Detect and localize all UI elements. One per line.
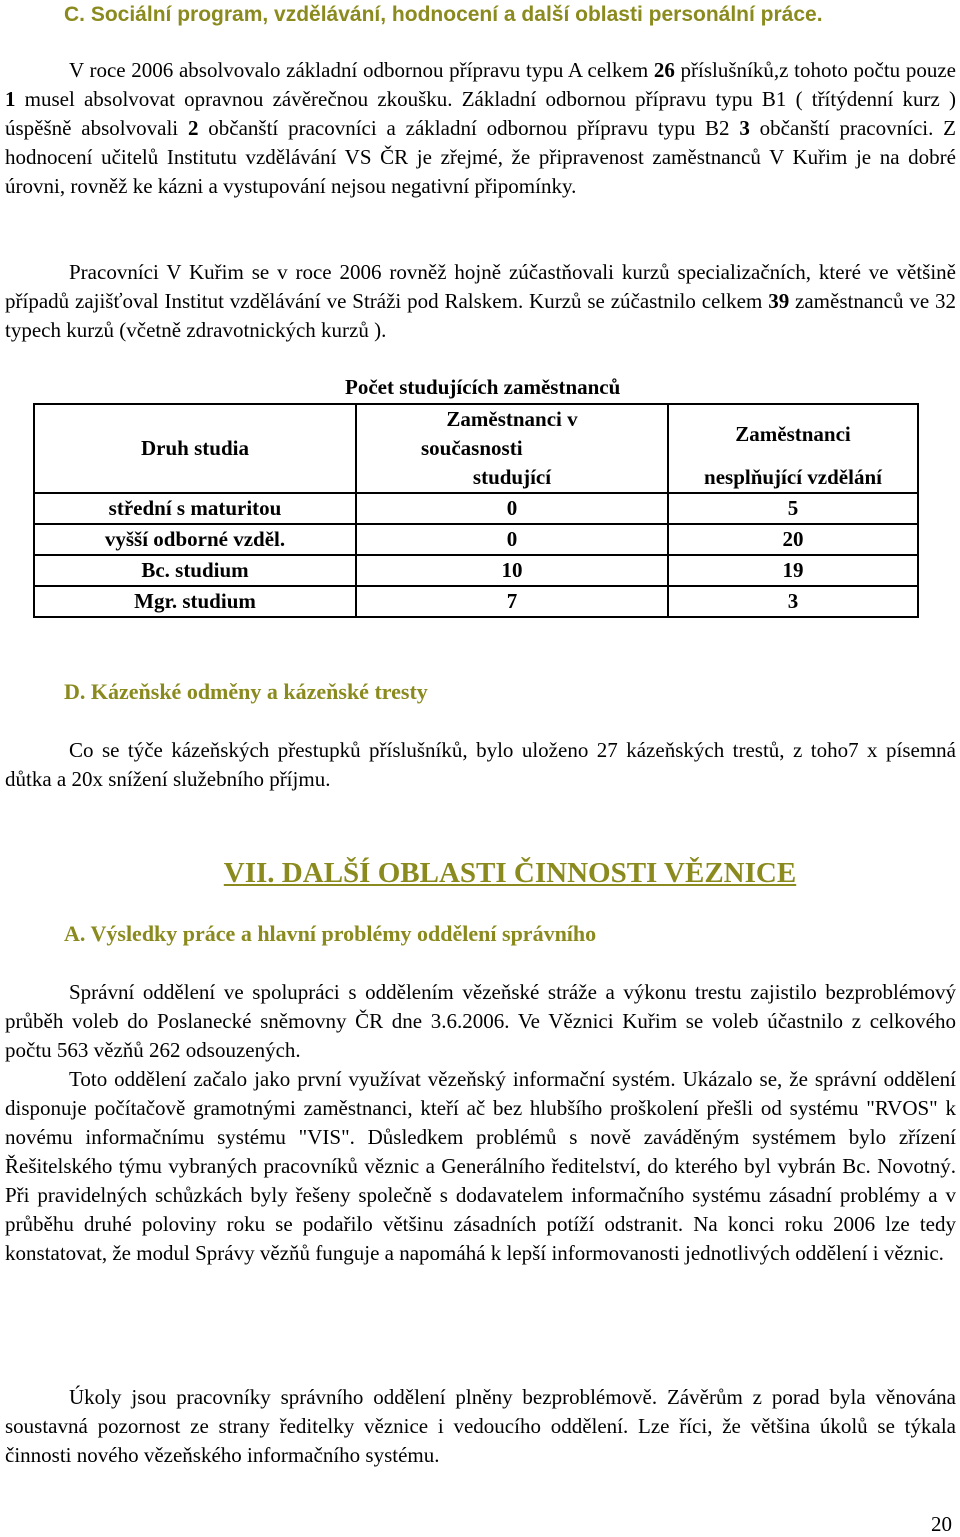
page-number: 20 — [931, 1512, 952, 1536]
header-current-line-3: studující — [472, 465, 552, 489]
row-current-count: 7 — [356, 586, 668, 617]
table-row — [34, 524, 918, 555]
row-study-type: Bc. studium — [34, 555, 356, 586]
section-c-paragraph-1: V roce 2006 absolvovalo základní odbornou přípravu typu A celkem 26 příslušníků,z tohoto počtu pouze 1 musel absolvovat opravnou závěrečnou zkoušku. Základní odbornou přípravu typu B1 ( třítýdenní kurz ) úspěšně absolvovali 2 občanští pracovníci a základní odbornou přípravu typu B2 3 občanští pracovníci. Z hodnocení učitelů Institutu vzdělávání VS ČR je zřejmé, že připravenost zaměstnanců V Kuřim je na dobré úrovni, rovněž ke kázni a vystupování nejsou negativní připomínky. — [5, 58, 956, 198]
section-a-paragraph-1: Správní oddělení ve spolupráci s oddělením vězeňské stráže a výkonu trestu zajistilo bezproblémový průběh voleb do Poslanecké sněmovny ČR dne 3.6.2006. Ve Věznici Kuřim se voleb účastnilo z celkového počtu 563 vězňů 262 odsouzených. — [5, 980, 956, 1062]
table-row — [34, 493, 918, 524]
section-c-heading: C. Sociální program, vzdělávání, hodnocení a další oblasti personální práce. — [64, 3, 823, 26]
header-missing-line-2: nesplňující vzdělání — [704, 464, 882, 489]
row-missing-count: 5 — [668, 493, 918, 524]
table-row — [34, 586, 918, 617]
chapter-title: VII. DALŠÍ OBLASTI ČINNOSTI VĚZNICE — [223, 857, 797, 889]
header-current-line-2: současnosti — [421, 436, 523, 460]
row-study-type: střední s maturitou — [34, 493, 356, 524]
table-header-row — [34, 404, 918, 493]
section-a-paragraph-3: Úkoly jsou pracovníky správního oddělení plněny bezproblémově. Závěrům z porad byla věnována soustavná pozornost ze strany ředitelky věznice i vedoucího oddělení. Lze říci, že většina úkolů se týkala činnosti nového vězeňského informačního systému. — [5, 1385, 956, 1467]
row-current-count: 0 — [356, 493, 668, 524]
section-d-heading: D. Kázeňské odměny a kázeňské tresty — [64, 679, 428, 704]
header-study-type: Druh studia — [34, 404, 356, 493]
table-title: Počet studujících zaměstnanců — [345, 375, 621, 399]
section-d-paragraph: Co se týče kázeňských přestupků příslušníků, bylo uloženo 27 kázeňských trestů, z toho7 x písemná důtka a 20x snížení služebního příjmu. — [5, 738, 956, 791]
header-currently-studying — [356, 404, 668, 493]
row-study-type: Mgr. studium — [34, 586, 356, 617]
section-a-heading: A. Výsledky práce a hlavní problémy oddělení správního — [64, 921, 597, 946]
row-missing-count: 19 — [668, 555, 918, 586]
table-row — [34, 555, 918, 586]
section-c-paragraph-2: Pracovníci V Kuřim se v roce 2006 rovněž hojně zúčastňovali kurzů specializačních, které ve většině případů zajišťoval Institut vzdělávání ve Stráži pod Ralskem. Kurzů se zúčastnilo celkem 39 zaměstnanců ve 32 typech kurzů (včetně zdravotnických kurzů ). — [5, 260, 956, 342]
row-study-type: vyšší odborné vzděl. — [34, 524, 356, 555]
study-table — [33, 403, 919, 618]
row-current-count: 10 — [356, 555, 668, 586]
header-not-qualified — [668, 404, 918, 493]
header-missing-line-1: Zaměstnanci — [735, 421, 851, 446]
row-missing-count: 3 — [668, 586, 918, 617]
header-current-line-1: Zaměstnanci v — [446, 407, 578, 431]
section-a-paragraph-2: Toto oddělení začalo jako první využívat vězeňský informační systém. Ukázalo se, že správní oddělení disponuje počítačově gramotnými zaměstnanci, kteří ač bez hlubšího proškolení přešli od systému "RVOS" k novému informačnímu systému "VIS". Důsledkem problémů s nově zaváděným systémem bylo zřízení Řešitelského týmu vybraných pracovníků věznic a Generálního ředitelství, do kterého byl vybrán Bc. Novotný. Při pravidelných schůzkách byly řešeny společně s dodavatelem informačního systému zásadní problémy a v průběhu druhé poloviny roku se podařilo většinu zásadních potíží odstranit. Na konci roku 2006 lze tedy konstatovat, že modul Správy vězňů funguje a napomáhá k lepší informovanosti jednotlivých oddělení i věznic. — [5, 1067, 956, 1265]
row-missing-count: 20 — [668, 524, 918, 555]
row-current-count: 0 — [356, 524, 668, 555]
